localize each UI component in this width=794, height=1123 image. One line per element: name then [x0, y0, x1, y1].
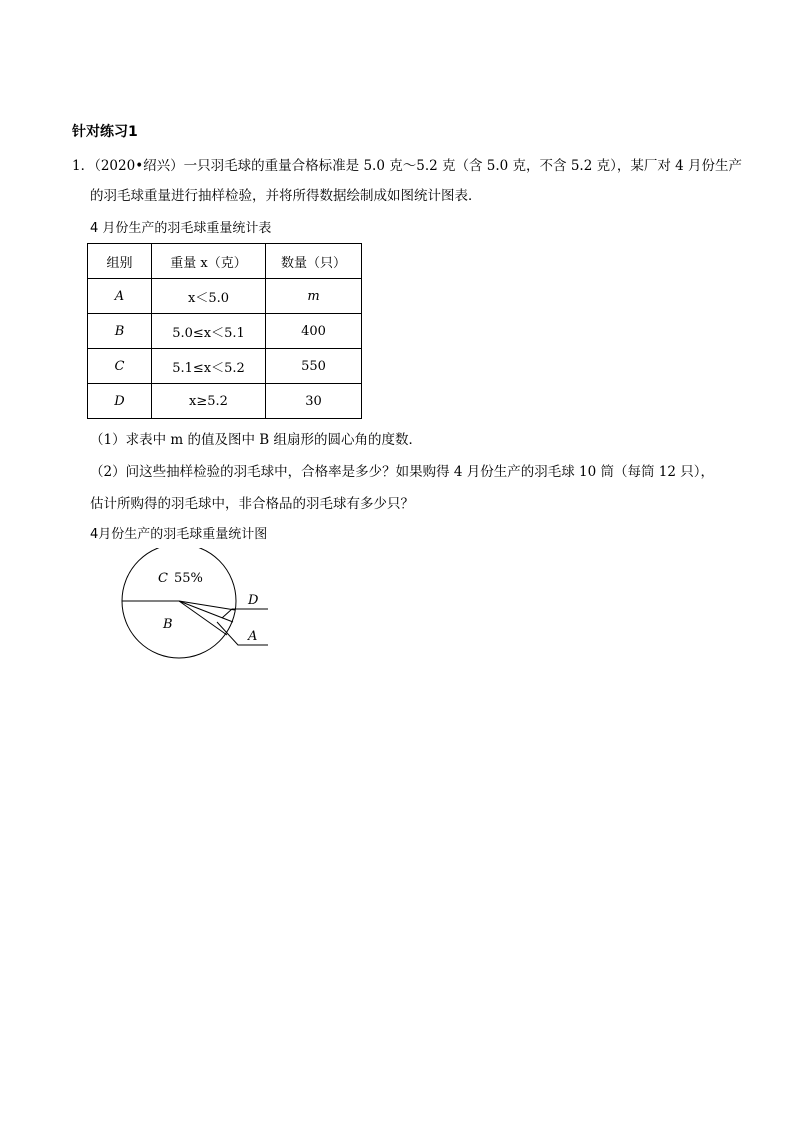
question-number: 1．	[72, 158, 95, 174]
question-text-1: 一只羽毛球的重量合格标准是 5.0 克～5.2 克（含 5.0 克，不含 5.2 克），某厂对 4 月份生产	[183, 158, 743, 174]
cell-weight: 5.1≤x＜5.2	[152, 349, 266, 384]
table-row	[88, 349, 362, 384]
question-line-1	[72, 156, 742, 176]
pie-chart	[110, 548, 280, 660]
slice-label-c: C 55%	[158, 571, 203, 586]
leader-line-d	[222, 609, 268, 618]
subquestion-1: （1）求表中 m 的值及图中 B 组扇形的圆心角的度数．	[90, 432, 422, 448]
table-header-row	[88, 244, 362, 279]
slice-label-b: B	[163, 617, 173, 632]
section-title: 针对练习1	[72, 124, 138, 140]
cell-count: 30	[266, 384, 362, 419]
cell-group: C	[88, 349, 152, 384]
cell-weight: x≥5.2	[152, 384, 266, 419]
cell-weight: x＜5.0	[152, 279, 266, 314]
header-count: 数量（只）	[266, 244, 362, 279]
table-row	[88, 314, 362, 349]
subquestion-2-line-2: 估计所购得的羽毛球中，非合格品的羽毛球有多少只？	[90, 496, 414, 512]
chart-title: 4月份生产的羽毛球重量统计图	[90, 527, 268, 542]
cell-group: B	[88, 314, 152, 349]
table-row	[88, 279, 362, 314]
question-line-2: 的羽毛球重量进行抽样检验，并将所得数据绘制成如图统计图表．	[90, 188, 482, 204]
cell-group: D	[88, 384, 152, 419]
slice-boundary-ab	[179, 601, 227, 635]
cell-group: A	[88, 279, 152, 314]
question-source: （2020•绍兴）	[94, 158, 184, 174]
cell-count: 400	[266, 314, 362, 349]
subquestion-2-line-1: （2）问这些抽样检验的羽毛球中，合格率是多少？如果购得 4 月份生产的羽毛球 10 筒（每筒 12 只），	[90, 464, 715, 480]
cell-count: 550	[266, 349, 362, 384]
table-caption: 4 月份生产的羽毛球重量统计表	[90, 221, 272, 236]
slice-label-a: A	[248, 629, 258, 644]
cell-count: m	[266, 279, 362, 314]
slice-boundary-cd	[179, 601, 235, 610]
table-row	[88, 384, 362, 419]
cell-weight: 5.0≤x＜5.1	[152, 314, 266, 349]
header-group: 组别	[88, 244, 152, 279]
slice-boundary-da	[179, 601, 233, 622]
header-weight: 重量 x（克）	[152, 244, 266, 279]
weight-stats-table	[87, 243, 362, 419]
slice-label-d: D	[248, 593, 259, 608]
pie-outline	[122, 548, 236, 658]
